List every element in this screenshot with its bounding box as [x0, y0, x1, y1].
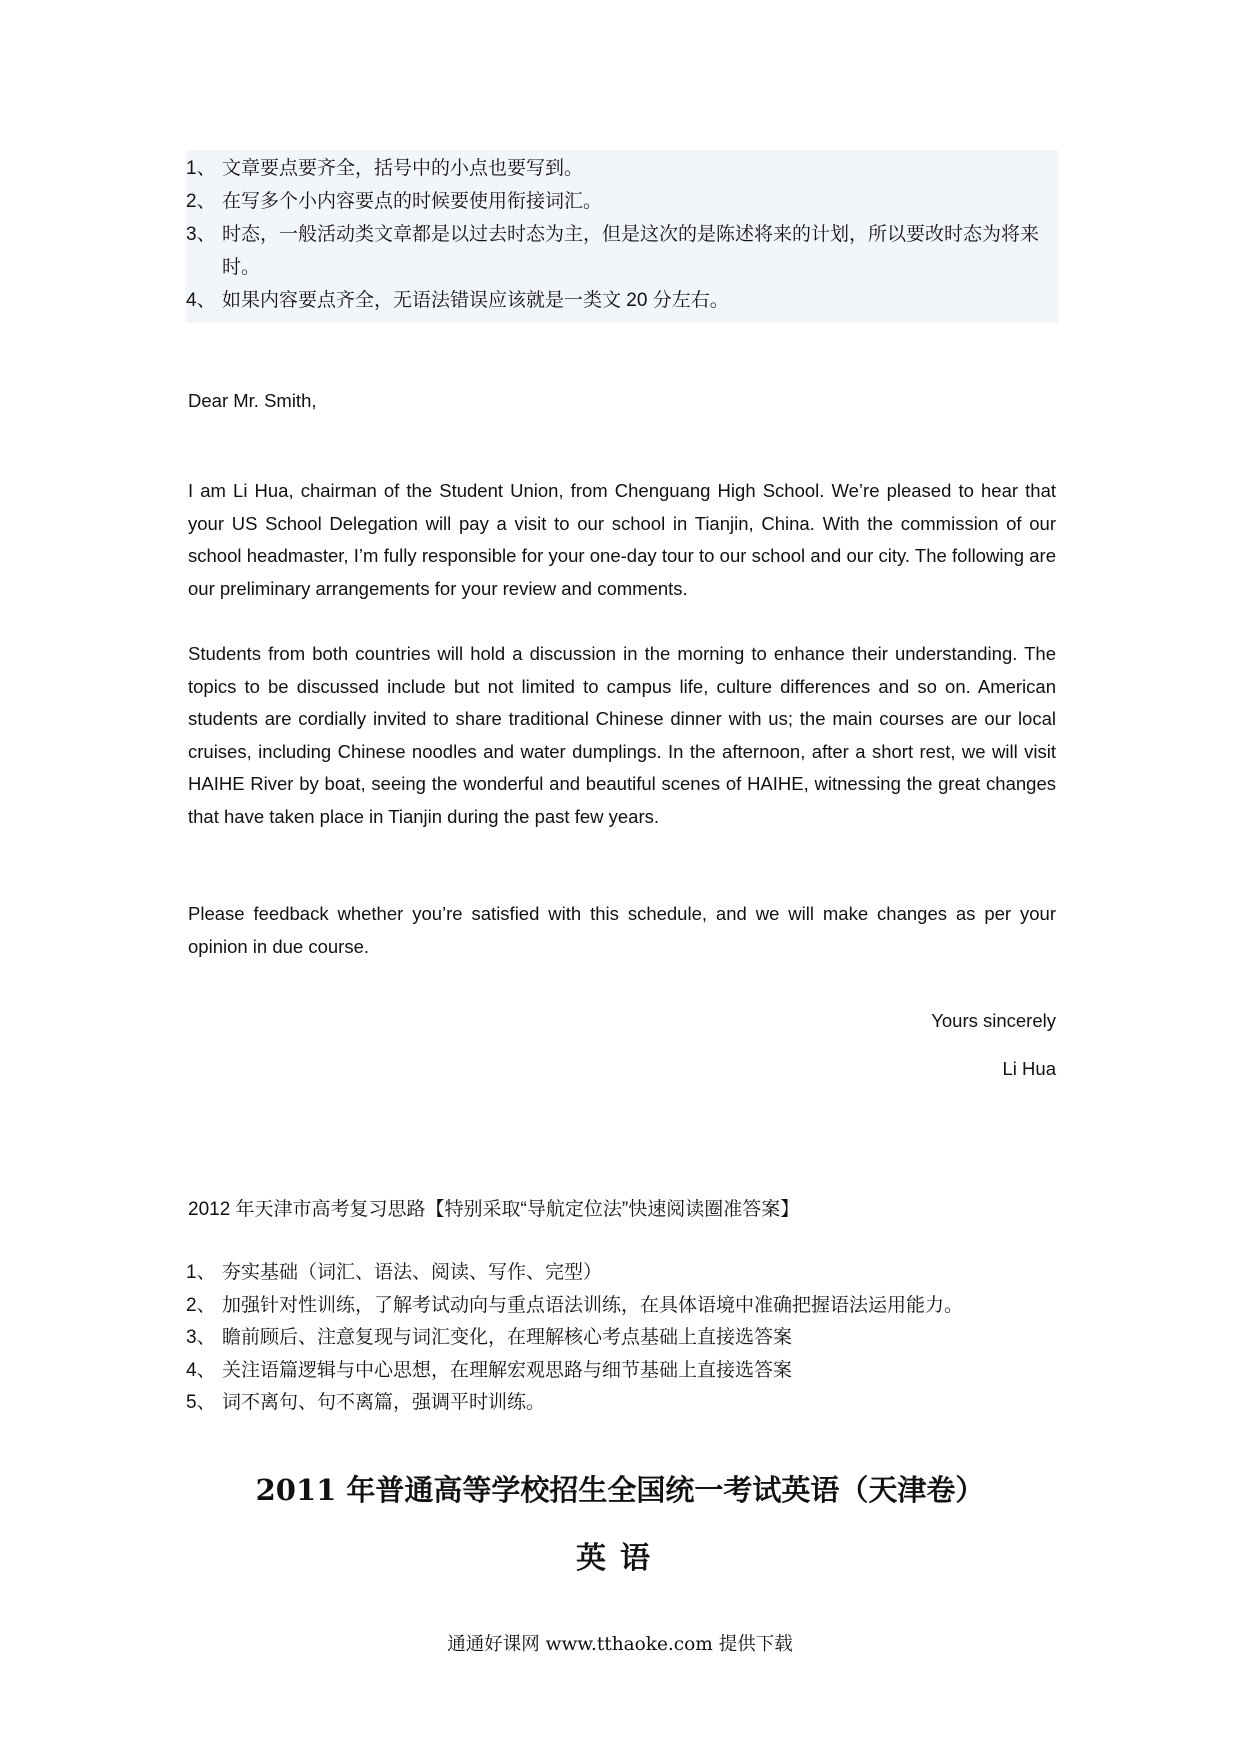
letter-paragraph-1: I am Li Hua, chairman of the Student Union, from Chenguang High School. We’re pleased to hear that your US School Delegation will pay a visit to our school in Tianjin, China. With the commission of our school headmaster, I’m fully responsible for your one-day tour to our school and our city. The following are our preliminary arrangements for your review and comments. [188, 480, 1056, 599]
exam-title: 2011 年普通高等学校招生全国统一考试英语（天津卷） [255, 1473, 985, 1507]
letter-signature: Li Hua [1002, 1058, 1056, 1079]
tip-text: 时态，一般活动类文章都是以过去时态为主，但是这次的是陈述将来的计划，所以要改时态为将来时。 [222, 224, 1040, 278]
tip-item [186, 152, 1058, 185]
tip-item [186, 218, 1058, 284]
list-item [186, 1257, 1066, 1290]
tip-text: 在写多个小内容要点的时候要使用衔接词汇。 [222, 191, 603, 212]
page-footer: 通通好课网 www.tthaoke.com 提供下载 [447, 1634, 793, 1655]
item-number: 5、 [186, 1392, 216, 1413]
tip-text: 如果内容要点齐全，无语法错误应该就是一类文 20 分左右。 [222, 290, 729, 311]
exam-subject: 英语 [576, 1541, 664, 1576]
item-number: 4、 [186, 1359, 216, 1381]
tip-number: 1、 [186, 158, 216, 179]
writing-tips-box [186, 150, 1058, 323]
tip-number: 4、 [186, 290, 216, 311]
list-item [186, 1322, 1066, 1355]
list-item [186, 1387, 1066, 1420]
list-item [186, 1290, 1066, 1323]
item-text: 关注语篇逻辑与中心思想，在理解宏观思路与细节基础上直接选答案 [222, 1359, 793, 1381]
list-item [186, 1355, 1066, 1388]
item-text: 词不离句、句不离篇，强调平时训练。 [222, 1392, 546, 1413]
letter-paragraph-3: Please feedback whether you’re satisfied with this schedule, and we will make changes as per your opinion in due course. [188, 903, 1056, 957]
tip-item [186, 185, 1058, 218]
tip-text: 文章要点要齐全，括号中的小点也要写到。 [222, 158, 584, 179]
item-text: 加强针对性训练，了解考试动向与重点语法训练，在具体语境中准确把握语法运用能力。 [222, 1294, 964, 1316]
tip-number: 2、 [186, 191, 216, 212]
item-number: 1、 [186, 1262, 216, 1283]
review-section-title: 2012 年天津市高考复习思路【特别采取“导航定位法”快速阅读圈准答案】 [188, 1199, 800, 1220]
item-number: 2、 [186, 1294, 216, 1316]
tip-item [186, 284, 1058, 317]
item-number: 3、 [186, 1327, 216, 1348]
item-text: 瞻前顾后、注意复现与词汇变化，在理解核心考点基础上直接选答案 [222, 1327, 793, 1348]
letter-closing: Yours sincerely [931, 1010, 1056, 1031]
tip-number: 3、 [186, 224, 216, 245]
review-strategy-list [186, 1257, 1066, 1420]
item-text: 夯实基础（词汇、语法、阅读、写作、完型） [222, 1262, 603, 1283]
letter-paragraph-2: Students from both countries will hold a discussion in the morning to enhance their understanding. The topics to be discussed include but not limited to campus life, culture differences and so on. American students are cordially invited to share traditional Chinese dinner with us; the main courses are our local cruises, including Chinese noodles and water dumplings. In the afternoon, after a short rest, we will visit HAIHE River by boat, seeing the wonderful and beautiful scenes of HAIHE, witnessing the great changes that have taken place in Tianjin during the past few years. [188, 643, 1056, 827]
letter-greeting: Dear Mr. Smith, [188, 390, 317, 411]
